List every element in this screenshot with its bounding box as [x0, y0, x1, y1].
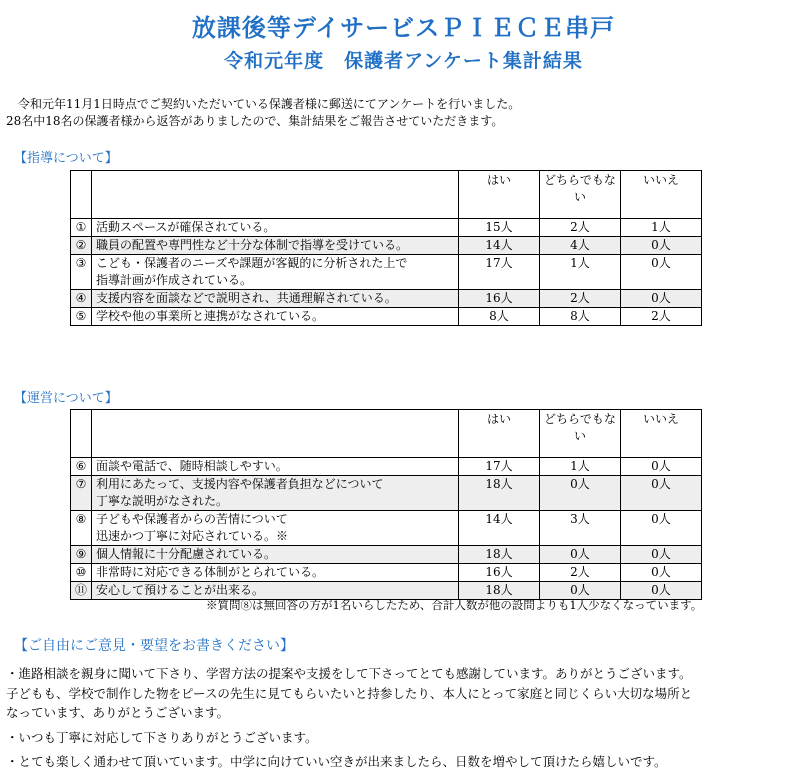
question-number: ⑪ [71, 582, 92, 600]
answer-yes-count: 15人 [459, 219, 540, 237]
question-number: ⑧ [71, 511, 92, 546]
question-number: ④ [71, 290, 92, 308]
header-blank-cell [71, 410, 92, 458]
answer-yes-count: 18人 [459, 476, 540, 511]
answer-no-count: 0人 [621, 564, 702, 582]
question-text: 学校や他の事業所と連携がなされている。 [92, 308, 459, 326]
page-subtitle: 令和元年度 保護者アンケート集計結果 [224, 50, 583, 72]
comments-section [6, 664, 801, 772]
table-row [71, 290, 702, 308]
section-heading-guidance: 【指導について】 [14, 151, 118, 166]
table-row [71, 308, 702, 326]
answer-neither-count: 2人 [540, 564, 621, 582]
question-text: 職員の配置や専門性など十分な体制で指導を受けている。 [92, 237, 459, 255]
comments-heading: 【ご自由にご意見・要望をお書きください】 [14, 638, 294, 654]
header-blank-cell [92, 410, 459, 458]
question-number: ⑦ [71, 476, 92, 511]
table-row [71, 546, 702, 564]
question-text: 活動スペースが確保されている。 [92, 219, 459, 237]
intro-line: 28名中18名の保護者様から返答がありましたので、集計結果をご報告させていただきます。 [6, 114, 504, 128]
answer-no-count: 0人 [621, 290, 702, 308]
header-blank-cell [71, 171, 92, 219]
intro-text [6, 96, 520, 130]
answer-neither-count: 0人 [540, 476, 621, 511]
answer-no-count: 0人 [621, 255, 702, 290]
question-number: ⑨ [71, 546, 92, 564]
answer-no-count: 0人 [621, 546, 702, 564]
column-header-yes: はい [459, 171, 540, 219]
intro-line: 令和元年11月1日時点でご契約いただいている保護者様に郵送にてアンケートを行いました。 [6, 97, 521, 111]
table-row [71, 255, 702, 290]
question-text: 個人情報に十分配慮されている。 [92, 546, 459, 564]
comment-line: 子どもも、学校で制作した物をピースの先生に見てもらいたいと持参したり、本人にとって家庭と同じくらい大切な場所と [6, 685, 693, 701]
table-row [71, 458, 702, 476]
answer-no-count: 0人 [621, 476, 702, 511]
table-row [71, 476, 702, 511]
table-row [71, 237, 702, 255]
guidance-survey-table [70, 170, 702, 326]
answer-no-count: 0人 [621, 237, 702, 255]
question-number: ⑥ [71, 458, 92, 476]
section-heading-operation: 【運営について】 [14, 391, 118, 406]
answer-yes-count: 14人 [459, 237, 540, 255]
answer-neither-count: 0人 [540, 582, 621, 600]
comment-line: なっています、ありがとうございます。 [6, 705, 230, 720]
answer-neither-count: 3人 [540, 511, 621, 546]
question-number: ⑩ [71, 564, 92, 582]
question-text: 支援内容を面談などで説明され、共通理解されている。 [92, 290, 459, 308]
answer-neither-count: 1人 [540, 458, 621, 476]
answer-no-count: 0人 [621, 582, 702, 600]
answer-neither-count: 1人 [540, 255, 621, 290]
table-row [71, 564, 702, 582]
answer-no-count: 1人 [621, 219, 702, 237]
question-text: 子どもや保護者からの苦情について 迅速かつ丁寧に対応されている。※ [92, 511, 459, 546]
comment-line: ・とても楽しく通わせて頂いています。中学に向けていい空きが出来ましたら、日数を増やして頂けたら嬉しいです。 [6, 754, 667, 769]
page-title: 放課後等デイサービスＰＩＥＣＥ串戸 [191, 14, 616, 42]
answer-no-count: 0人 [621, 511, 702, 546]
question-text: 面談や電話で、随時相談しやすい。 [92, 458, 459, 476]
header-blank-cell [92, 171, 459, 219]
answer-no-count: 2人 [621, 308, 702, 326]
question-number: ② [71, 237, 92, 255]
answer-yes-count: 17人 [459, 255, 540, 290]
question-text: 利用にあたって、支援内容や保護者負担などについて 丁寧な説明がなされた。 [92, 476, 459, 511]
column-header-yes: はい [459, 410, 540, 458]
question-text: 非常時に対応できる体制がとられている。 [92, 564, 459, 582]
comment-line: ・進路相談を親身に聞いて下さり、学習方法の提案や支援をして下さってとても感謝しています。ありがとうございます。 [6, 666, 692, 681]
question-text: 安心して預けることが出来る。 [92, 582, 459, 600]
footnote: ※質問⑧は無回答の方が1名いらしたため、合計人数が他の設問よりも1人少なくなっています。 [206, 598, 703, 612]
column-header-neither: どちらでもない [540, 171, 621, 219]
answer-yes-count: 14人 [459, 511, 540, 546]
comment-line: ・いつも丁寧に対応して下さりありがとうございます。 [6, 729, 318, 745]
table-row [71, 511, 702, 546]
question-number: ③ [71, 255, 92, 290]
answer-yes-count: 16人 [459, 564, 540, 582]
column-header-neither: どちらでもない [540, 410, 621, 458]
table-header-row [71, 410, 702, 458]
question-number: ⑤ [71, 308, 92, 326]
question-text: こども・保護者のニーズや課題が客観的に分析された上で 指導計画が作成されている。 [92, 255, 459, 290]
operation-survey-table [70, 409, 702, 600]
answer-yes-count: 18人 [459, 546, 540, 564]
answer-yes-count: 18人 [459, 582, 540, 600]
answer-neither-count: 2人 [540, 290, 621, 308]
answer-yes-count: 17人 [459, 458, 540, 476]
answer-neither-count: 4人 [540, 237, 621, 255]
answer-neither-count: 8人 [540, 308, 621, 326]
table-row [71, 219, 702, 237]
table-header-row [71, 171, 702, 219]
answer-neither-count: 0人 [540, 546, 621, 564]
answer-yes-count: 8人 [459, 308, 540, 326]
answer-yes-count: 16人 [459, 290, 540, 308]
answer-neither-count: 2人 [540, 219, 621, 237]
column-header-no: いいえ [621, 410, 702, 458]
answer-no-count: 0人 [621, 458, 702, 476]
column-header-no: いいえ [621, 171, 702, 219]
question-number: ① [71, 219, 92, 237]
